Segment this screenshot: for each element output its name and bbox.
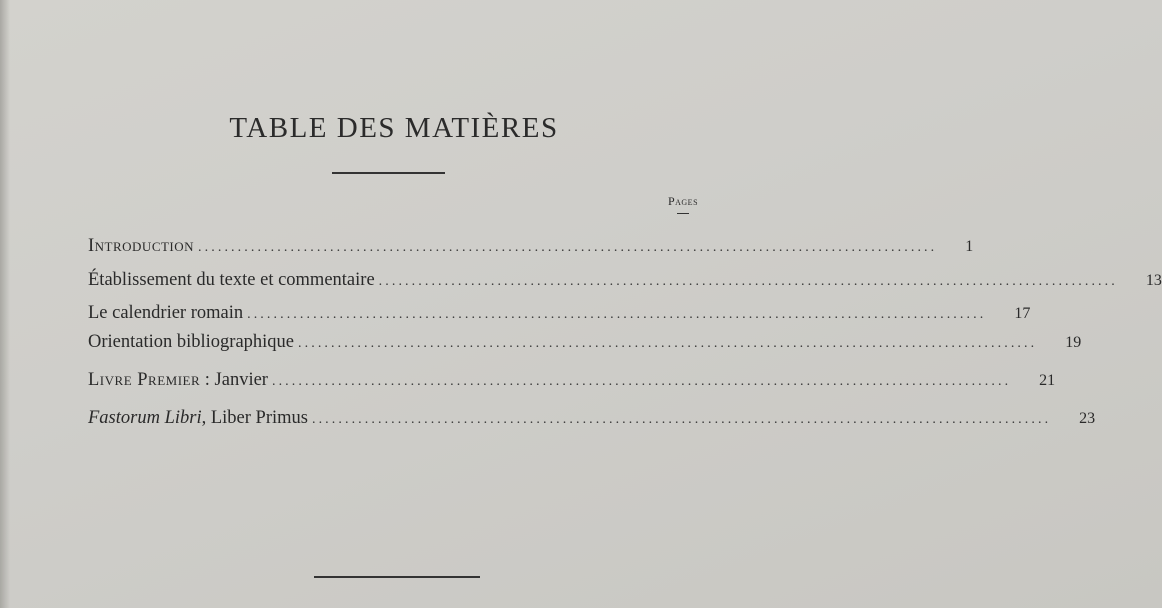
toc-entry-label: Le calendrier romain [88, 303, 244, 323]
page-title: TABLE DES MATIÈRES [229, 112, 559, 144]
title-underline-rule [332, 172, 445, 174]
toc-entry-fastorum[interactable] [88, 408, 1096, 429]
toc-entry-introduction[interactable] [88, 236, 974, 257]
dot-leader: ................................................................................................................ [198, 240, 938, 255]
pages-header-dash [677, 213, 689, 214]
dot-leader: ................................................................................................................ [271, 374, 1012, 389]
page-edge-shadow [0, 0, 10, 608]
dot-leader: ................................................................................................................ [298, 336, 1038, 351]
pages-header-label: Pages [667, 194, 699, 208]
dot-leader: ................................................................................................................ [378, 274, 1118, 289]
toc-entry-label: Livre Premier : Janvier [88, 370, 268, 390]
pages-column-header [655, 194, 711, 214]
dot-leader: ................................................................................................................ [247, 307, 987, 322]
toc-entry-label: Orientation bibliographique [88, 332, 295, 352]
bottom-rule [314, 576, 480, 578]
toc-entry-calendrier[interactable] [88, 303, 1031, 324]
toc-page-number: 13 [1145, 272, 1162, 289]
toc-page-number: 1 [965, 238, 974, 255]
toc-page-number: 17 [1014, 305, 1031, 322]
toc-page-number: 23 [1079, 410, 1096, 427]
toc-entry-label: Introduction [88, 236, 195, 256]
toc-entry-label: Établissement du texte et commentaire [88, 270, 375, 290]
toc-entry-orientation[interactable] [88, 332, 1082, 353]
dot-leader: ................................................................................................................ [311, 412, 1052, 427]
toc-entry-label: Fastorum Libri, Liber Primus [88, 408, 308, 428]
toc-page-number: 21 [1039, 372, 1056, 389]
toc-page-number: 19 [1065, 334, 1082, 351]
toc-entry-etablissement[interactable] [88, 270, 1162, 291]
toc-entry-livre-premier[interactable] [88, 370, 1056, 391]
